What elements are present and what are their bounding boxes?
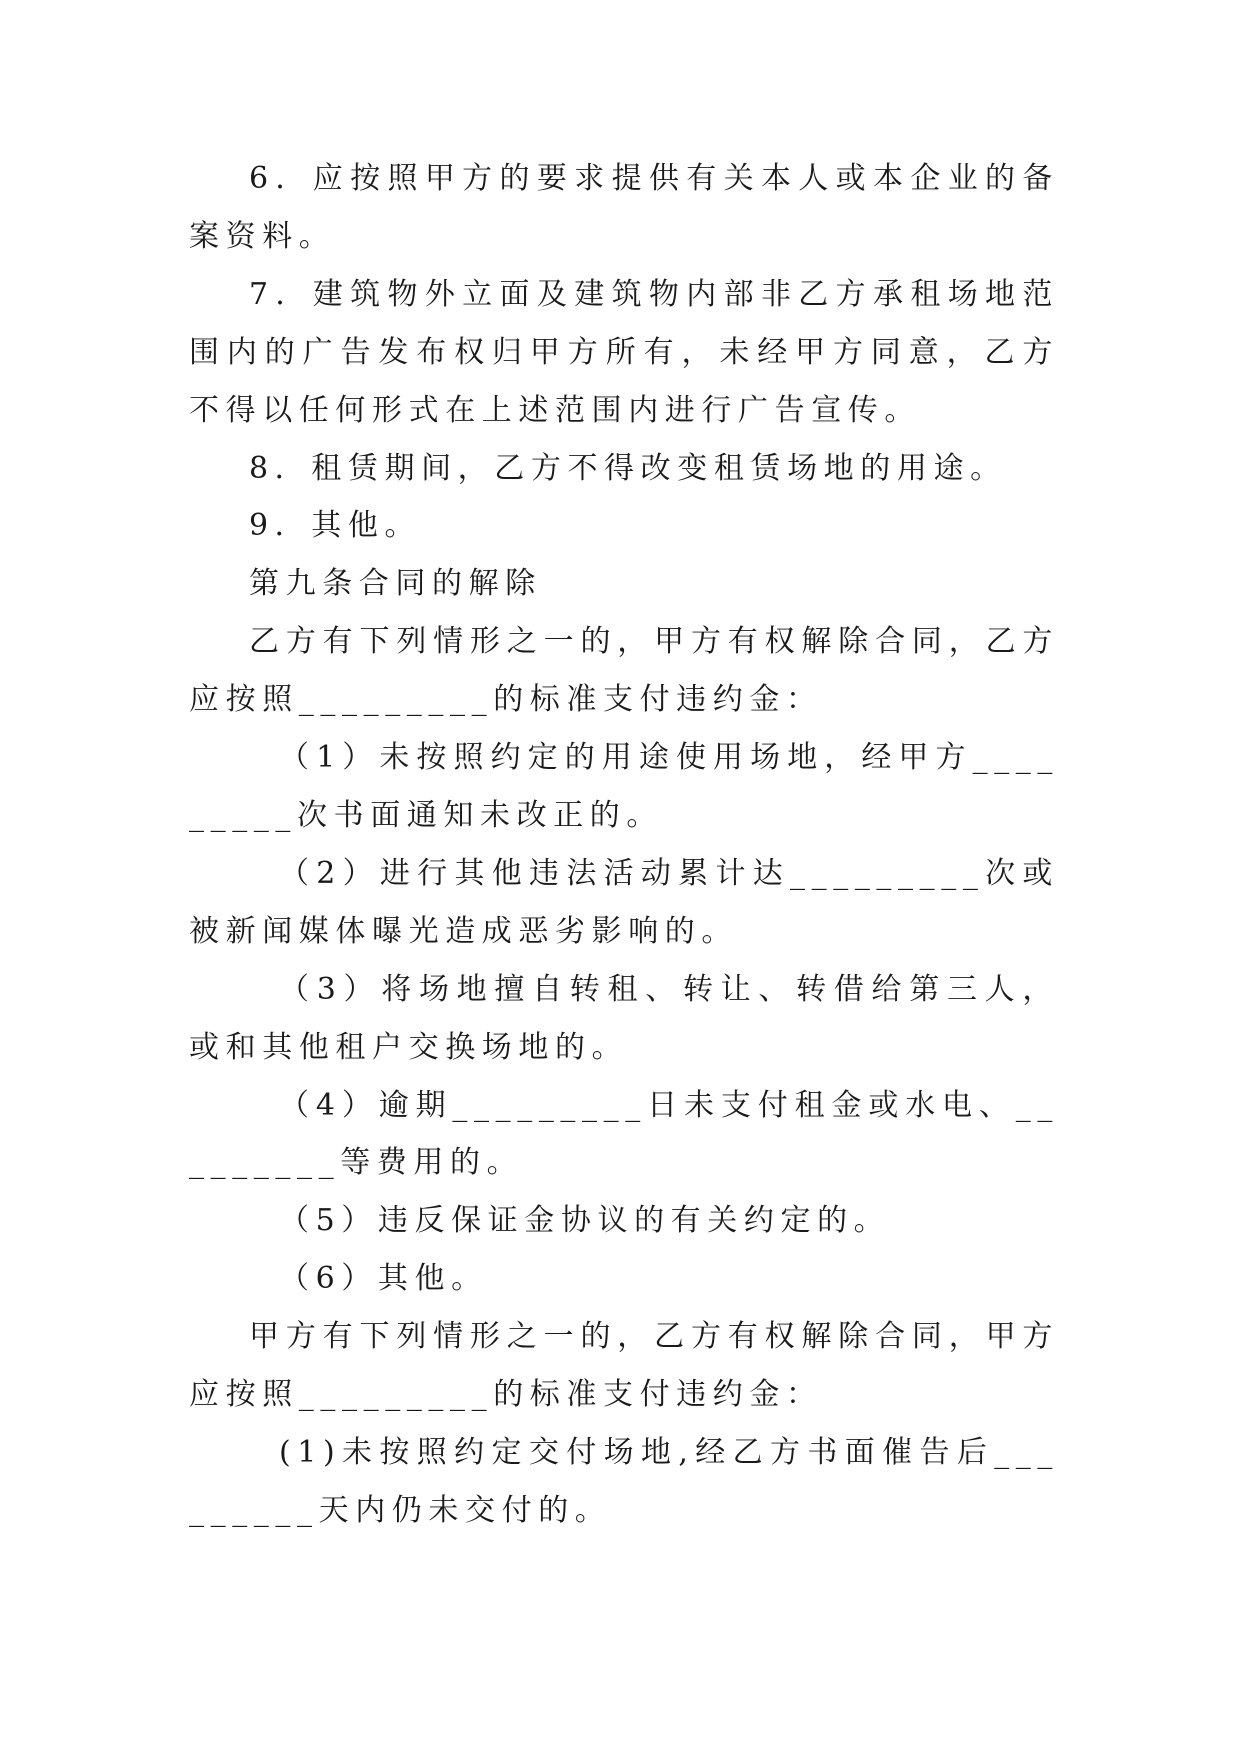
lessee-termination-intro: 甲方有下列情形之一的，乙方有权解除合同，甲方应按照_________的标准支付违约金： [189,1319,1059,1413]
lessor-termination-item-4: （4）逾期_________日未支付租金或水电、_________等费用的。 [189,1087,1059,1181]
document-body [189,150,1059,1540]
lessor-termination-item-6: （6）其他。 [279,1261,488,1297]
article-9-heading: 第九条合同的解除 [249,566,542,602]
lessor-termination-intro: 乙方有下列情形之一的，甲方有权解除合同，乙方应按照_________的标准支付违约金： [189,624,1059,718]
lessor-termination-item-3: （3）将场地擅自转租、转让、转借给第三人，或和其他租户交换场地的。 [189,971,1059,1065]
lessor-termination-item-5: （5）违反保证金协议的有关约定的。 [279,1203,891,1239]
lessor-termination-item-2: （2）进行其他违法活动累计达_________次或被新闻媒体曝光造成恶劣影响的。 [189,855,1059,949]
clause-7: 7．建筑物外立面及建筑物内部非乙方承租场地范围内的广告发布权归甲方所有，未经甲方同意，乙方不得以任何形式在上述范围内进行广告宣传。 [189,276,1059,428]
clause-6: 6．应按照甲方的要求提供有关本人或本企业的备案资料。 [189,161,1059,254]
clause-8: 8．租赁期间，乙方不得改变租赁场地的用途。 [249,450,1007,486]
lessor-termination-item-1: （1）未按照约定的用途使用场地，经甲方_________次书面通知未改正的。 [189,740,1059,833]
clause-9: 9．其他。 [249,508,422,544]
lessee-termination-item-1: (1)未按照约定交付场地,经乙方书面催告后_________天内仍未交付的。 [189,1434,1059,1528]
